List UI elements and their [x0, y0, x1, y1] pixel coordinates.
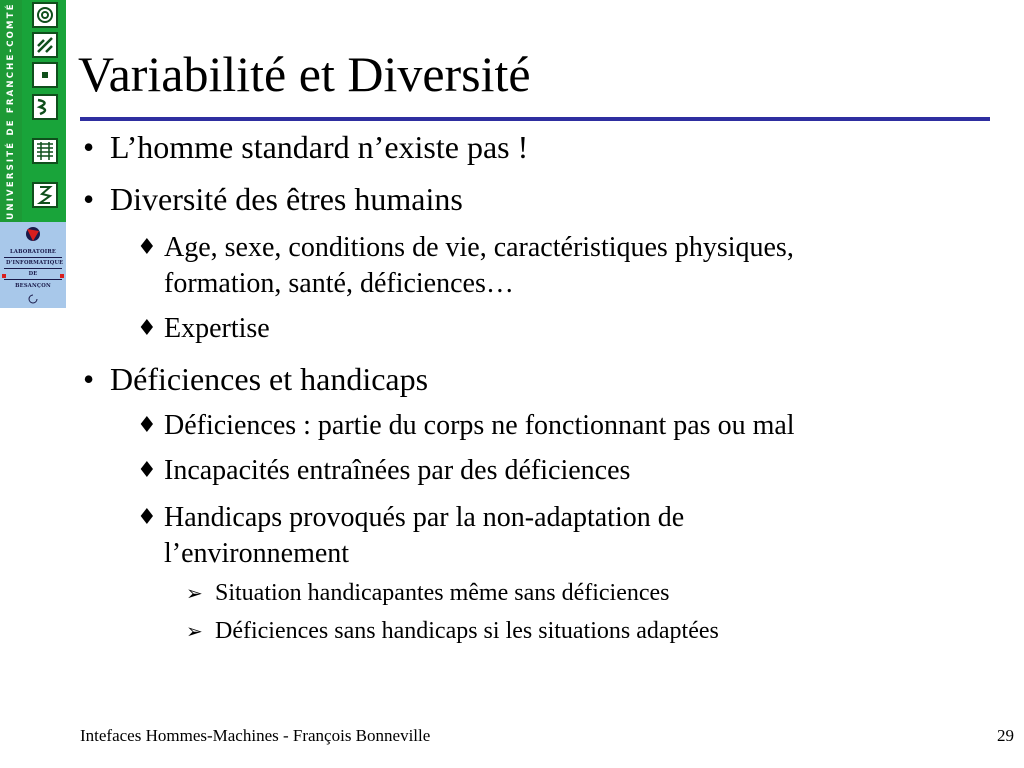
bullet-text: Diversité des êtres humains [110, 181, 463, 217]
sub-sub-bullet-text: Situation handicapantes même sans déficiences [215, 580, 670, 606]
lab-divider [4, 279, 62, 280]
lab-name-line-1: LABORATOIRE [10, 249, 56, 255]
university-name: UNIVERSITÉ DE FRANCHE-COMTÉ [6, 2, 16, 220]
lab-accent-dot [2, 274, 6, 278]
bullet-text: Déficiences et handicaps [110, 361, 429, 397]
sub-bullet-text-line-1: Age, sexe, conditions de vie, caractéristiques physiques, [164, 232, 794, 263]
sub-bullet-text-line-1: Handicaps provoqués par la non-adaptation de [164, 502, 685, 533]
sub-bullet-text-line-2: formation, santé, déficiences… [164, 268, 514, 299]
bullet-text: L’homme standard n’existe pas ! [110, 129, 529, 165]
page-number: 29 [997, 726, 1014, 745]
title-underline [80, 117, 990, 121]
spiral-icon [32, 2, 58, 28]
lab-divider [4, 268, 62, 269]
diamond-marker: ♦ [137, 413, 157, 438]
sub-bullet-text: Incapacités entraînées par des déficiences [164, 455, 631, 486]
diagonal-stroke-icon [32, 32, 58, 58]
sub-bullet-item [137, 230, 794, 302]
university-banner [0, 0, 66, 222]
footer-course-author: Intefaces Hommes-Machines - François Bonneville [80, 726, 431, 745]
lab-name-line-3: DE [28, 271, 38, 277]
sub-bullet-item [137, 311, 270, 347]
sub-bullet-item [137, 408, 795, 444]
dot-square-icon [32, 62, 58, 88]
diamond-marker: ♦ [137, 235, 157, 260]
sub-sub-bullet-text: Déficiences sans handicaps si les situations adaptées [215, 618, 719, 644]
bullet-item [83, 360, 429, 398]
lab-divider [4, 257, 62, 258]
arrow-marker: ➢ [186, 581, 203, 605]
grid-icon [32, 138, 58, 164]
diamond-marker: ♦ [137, 505, 157, 530]
sub-bullet-item [137, 500, 685, 572]
wave-icon [32, 94, 58, 120]
bullet-marker: • [83, 129, 95, 165]
sub-sub-bullet-item [186, 578, 670, 608]
diamond-marker: ♦ [137, 458, 157, 483]
university-name-strip [0, 0, 22, 222]
bullet-marker: • [83, 361, 95, 397]
arrow-marker: ➢ [186, 619, 203, 643]
lab-logo [0, 222, 66, 308]
figure-icon [32, 182, 58, 208]
lab-accent-dot [60, 274, 64, 278]
sub-bullet-text-line-2: l’environnement [164, 538, 350, 569]
sub-bullet-text: Déficiences : partie du corps ne fonctionnant pas ou mal [164, 410, 795, 441]
lab-name-line-2: D'INFORMATIQUE [6, 260, 64, 266]
bullet-item [83, 180, 463, 218]
sub-sub-bullet-item [186, 616, 719, 646]
diamond-marker: ♦ [137, 316, 157, 341]
lab-circle-icon [27, 293, 39, 305]
lab-name-line-4: BESANÇON [15, 283, 51, 289]
lab-emblem-icon [24, 225, 42, 243]
sub-bullet-item [137, 453, 631, 489]
sub-bullet-text: Expertise [164, 313, 270, 344]
slide-title: Variabilité et Diversité [78, 46, 531, 102]
bullet-marker: • [83, 181, 95, 217]
bullet-item [83, 128, 529, 166]
